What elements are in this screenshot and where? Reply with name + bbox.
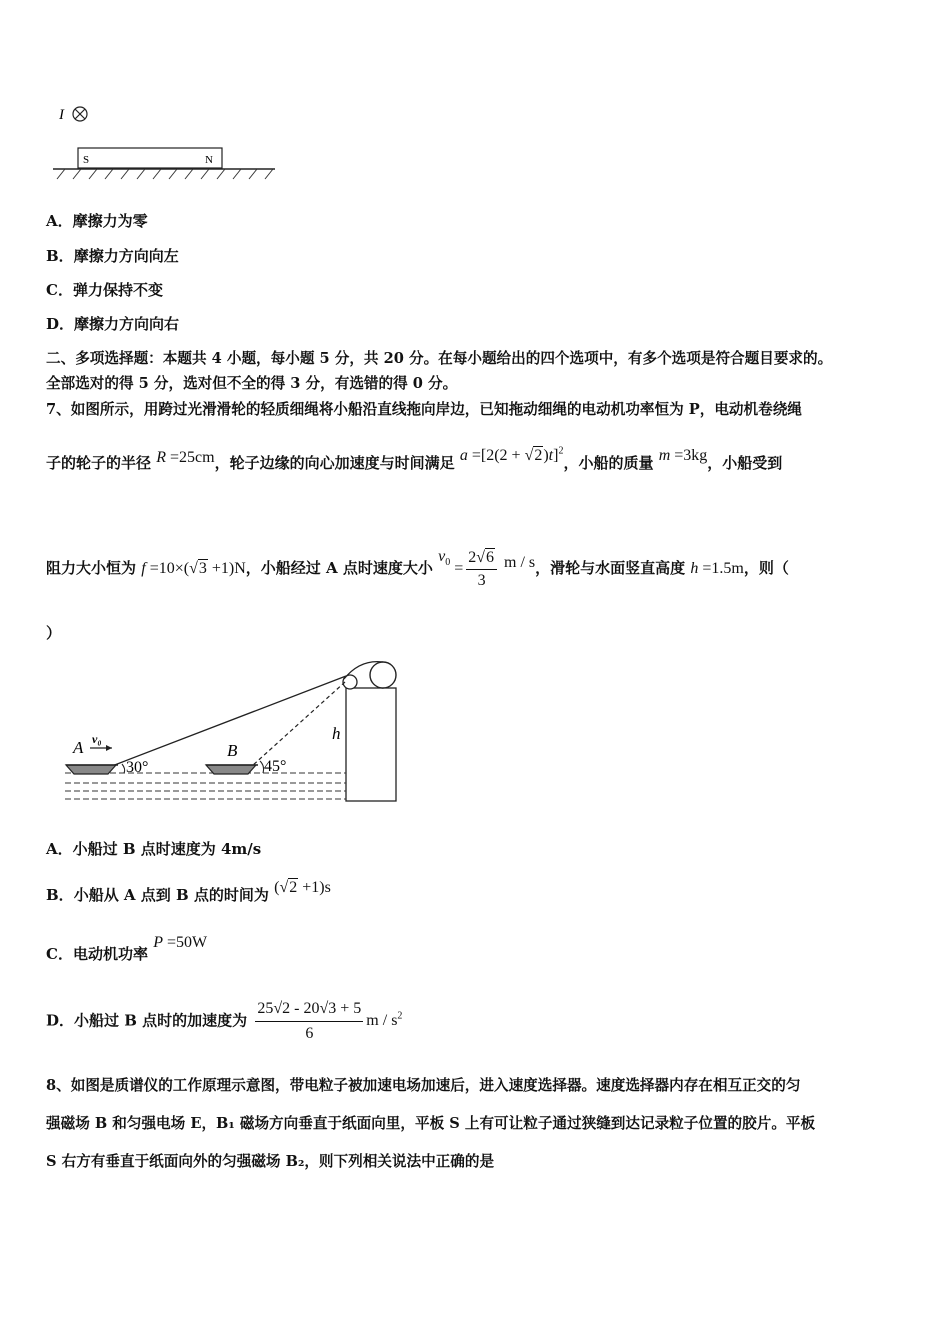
option-letter: A． <box>46 840 73 858</box>
q6-option-a <box>46 210 148 231</box>
height-formula: h =1.5m <box>690 560 744 577</box>
magnet-north-label: N <box>205 154 213 166</box>
ground-hatching <box>57 169 273 179</box>
q7-text: ，则（ <box>743 559 789 577</box>
figure-magnet <box>45 100 285 190</box>
q7-text: ，小船经过 A 点时速度大小 <box>245 559 433 577</box>
q7-text: ，小船的质量 <box>563 454 654 472</box>
angle-arc-a <box>122 764 125 773</box>
figure-boat-pulley <box>60 655 420 805</box>
mass-formula: m =3kg <box>658 447 708 464</box>
angle-a-label: 30° <box>126 759 149 776</box>
q7-line2 <box>46 445 783 473</box>
q6-option-c <box>46 279 163 300</box>
option-text: 电动机功率 <box>72 945 148 963</box>
q7-option-b <box>46 879 331 905</box>
q7-text: 子的轮子的半径 <box>46 454 152 472</box>
option-text: 小船从 A 点到 B 点的时间为 <box>73 886 269 904</box>
q7-text: 阻力大小恒为 <box>46 559 137 577</box>
option-letter: D． <box>46 315 75 333</box>
power-formula: P =50W <box>153 934 208 951</box>
option-letter: B． <box>46 247 74 265</box>
current-into-page-icon <box>73 107 87 121</box>
q7-option-a <box>46 838 261 859</box>
resistance-formula: f =10×(√3 +1)N <box>141 560 246 577</box>
current-label: I <box>59 107 64 123</box>
radius-formula: R =25cm <box>156 449 215 466</box>
option-letter: B． <box>46 886 74 904</box>
bar-magnet <box>78 148 222 168</box>
option-text: 摩擦力方向向右 <box>74 315 180 333</box>
q7-text: ，小船受到 <box>707 454 783 472</box>
option-text: 小船过 B 点时速度为 4m/s <box>72 840 262 858</box>
option-text: 小船过 B 点时的加速度为 <box>74 1011 248 1030</box>
motor-wheel <box>370 662 396 688</box>
option-text: 摩擦力为零 <box>72 212 148 230</box>
point-a-label: A <box>73 738 84 757</box>
q7-line4: ） <box>46 624 62 642</box>
initial-speed-formula: $v_0$ = $\frac{2√6}{3}$ m / s <box>438 548 536 589</box>
angle-b-label: 45° <box>264 758 287 775</box>
tower <box>346 688 396 801</box>
option-letter: A． <box>46 212 73 230</box>
v0-label: v₀ <box>92 732 102 746</box>
acceleration-answer-formula: $\frac{25√2 - 20√3 + 5}{6}$ m / $s^2$ <box>257 1000 403 1043</box>
option-letter: C． <box>46 945 73 963</box>
q7-line1: 7、如图所示，用跨过光滑滑轮的轻质细绳将小船沿直线拖向岸边，已知拖动细绳的电动机功率恒为 P，电动机卷绕绳 <box>46 401 802 418</box>
water-surface <box>65 773 346 799</box>
q7-option-c <box>46 934 208 964</box>
q7-text: ，轮子边缘的向心加速度与时间满足 <box>214 454 455 472</box>
boat-a <box>66 765 116 774</box>
magnet-south-label: S <box>83 154 90 166</box>
option-letter: C． <box>46 281 73 299</box>
height-label: h <box>332 724 341 743</box>
time-formula: (√2 +1)s <box>274 879 331 896</box>
option-text: 摩擦力方向向左 <box>73 247 179 265</box>
q6-option-b <box>46 245 179 266</box>
point-b-label: B <box>227 741 238 760</box>
boat-b <box>206 765 256 774</box>
option-letter: D． <box>46 1011 75 1030</box>
acceleration-formula: $a =[2(2 + √2)t]^2$ <box>459 445 564 464</box>
option-text: 弹力保持不变 <box>72 281 163 299</box>
q7-text: ，滑轮与水面竖直高度 <box>535 559 686 577</box>
q7-line3 <box>46 538 789 605</box>
q7-option-d <box>46 993 402 1045</box>
q8-line1: 8、如图是质谱仪的工作原理示意图，带电粒子被加速电场加速后，进入速度选择器。速度选择器内存在相互正交的匀 <box>46 1077 801 1094</box>
q8-line2: 强磁场 B 和匀强电场 E，B₁ 磁场方向垂直于纸面向里，平板 S 上有可让粒子通过狭缝到达记录粒子位置的胶片。平板 <box>46 1115 816 1132</box>
q6-option-d <box>46 313 179 334</box>
q8-line3: S 右方有垂直于纸面向外的匀强磁场 B₂，则下列相关说法中正确的是 <box>46 1153 495 1170</box>
section2-line1: 二、多项选择题：本题共 4 小题，每小题 5 分，共 20 分。在每小题给出的四个选项中，有多个选项是符合题目要求的。 <box>46 350 833 367</box>
section2-line2: 全部选对的得 5 分，选对但不全的得 3 分，有选错的得 0 分。 <box>46 375 458 392</box>
